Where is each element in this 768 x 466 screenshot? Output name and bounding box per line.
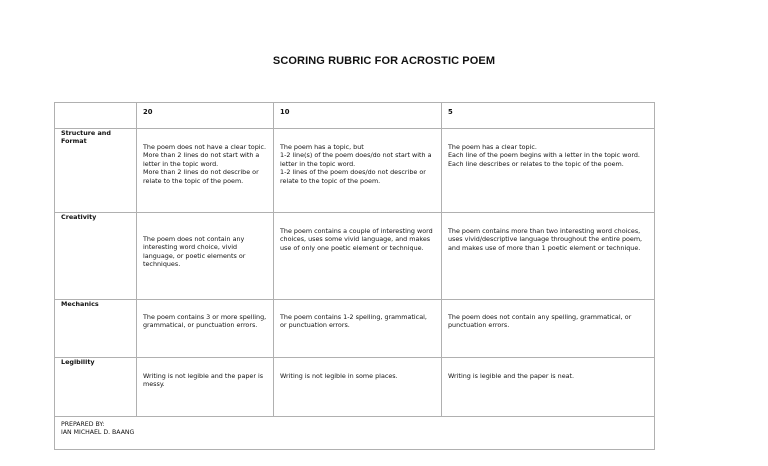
cell-legibility-20: Writing is not legible and the paper is messy. — [137, 358, 274, 417]
cell-creativity-20: The poem does not contain any interesting word choice, vivid language, or poetic elements or techniques. — [137, 213, 274, 300]
criterion-legibility: Legibility — [55, 358, 137, 417]
cell-mechanics-20: The poem contains 3 or more spelling, grammatical, or punctuation errors. — [137, 300, 274, 358]
document-title: SCORING RUBRIC FOR ACROSTIC POEM — [272, 55, 496, 67]
cell-creativity-5: The poem contains more than two interesting word choices, uses vivid/descriptive language throughout the entire poem, and makes use of more than 1 poetic element or technique. — [442, 213, 655, 300]
author-name: IAN MICHAEL D. BAANG — [61, 429, 135, 437]
cell-structure-5: The poem has a clear topic. Each line of the poem begins with a letter in the topic word. Each line describes or relates to the topic of the poem. — [442, 129, 655, 213]
score-header-10: 10 — [274, 103, 442, 129]
prepared-by-label: PREPARED BY: — [61, 421, 105, 428]
score-header-20: 20 — [137, 103, 274, 129]
cell-structure-10: The poem has a topic, but 1-2 line(s) of the poem does/do not start with a letter in the topic word. 1-2 lines of the poem does/do not describe or relate to the topic of the poem. — [274, 129, 442, 213]
criterion-creativity: Creativity — [55, 213, 137, 300]
cell-creativity-10: The poem contains a couple of interesting word choices, uses some vivid language, and makes use of only one poetic element or technique. — [274, 213, 442, 300]
cell-legibility-10: Writing is not legible in some places. — [274, 358, 442, 417]
score-header-5: 5 — [442, 103, 655, 129]
criterion-structure-and-format: Structure and Format — [55, 129, 137, 213]
table-row — [55, 213, 655, 300]
table-row — [55, 358, 655, 417]
criterion-mechanics: Mechanics — [55, 300, 137, 358]
cell-legibility-5: Writing is legible and the paper is neat. — [442, 358, 655, 417]
cell-structure-20: The poem does not have a clear topic. More than 2 lines do not start with a letter in the topic word. More than 2 lines do not describe or relate to the topic of the poem. — [137, 129, 274, 213]
table-row — [55, 300, 655, 358]
prepared-by-cell — [55, 417, 655, 450]
cell-mechanics-5: The poem does not contain any spelling, grammatical, or punctuation errors. — [442, 300, 655, 358]
rubric-table — [54, 102, 655, 450]
header-corner-cell — [55, 103, 137, 129]
cell-mechanics-10: The poem contains 1-2 spelling, grammatical, or punctuation errors. — [274, 300, 442, 358]
table-row — [55, 129, 655, 213]
footer-row — [55, 417, 655, 450]
header-row — [55, 103, 655, 129]
